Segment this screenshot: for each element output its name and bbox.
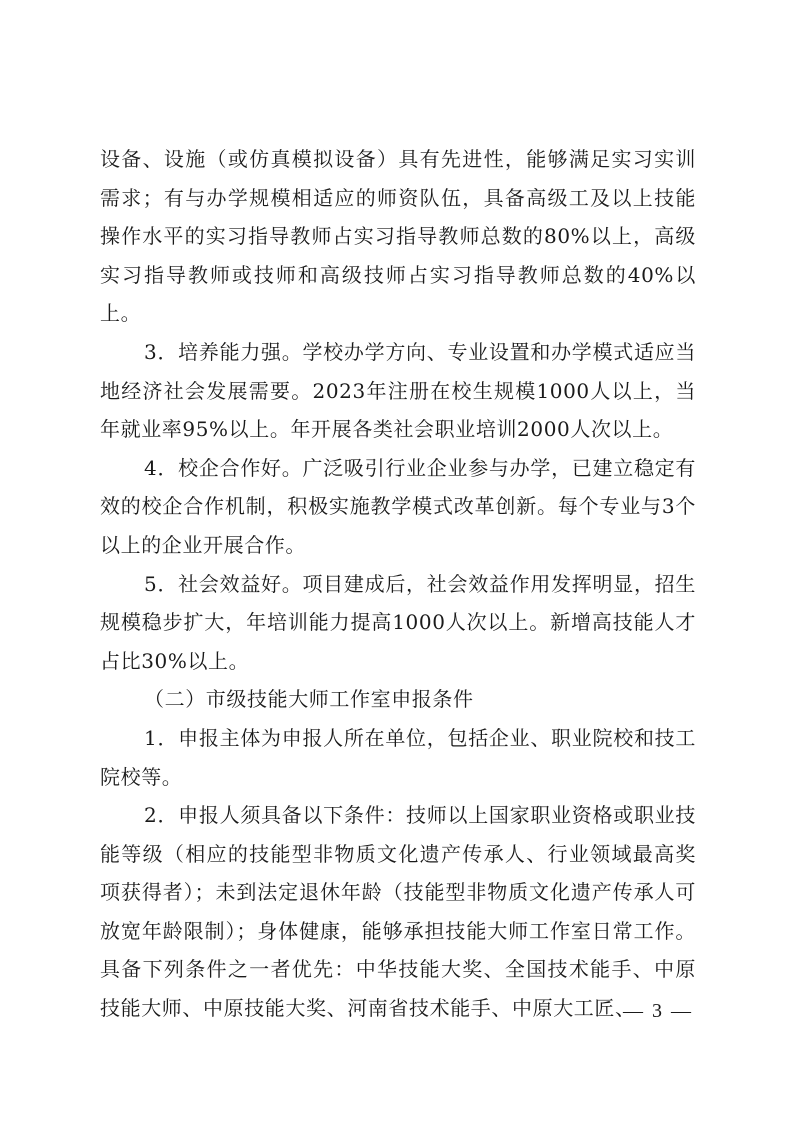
paragraph-item-1: 1．申报主体为申报人所在单位，包括企业、职业院校和技工院校等。 [100, 725, 696, 789]
paragraph-item-3: 3．培养能力强。学校办学方向、专业设置和办学模式适应当地经济社会发展需要。2023年注册在校生规模1000人以上，当年就业率95%以上。年开展各类社会职业培训2000人次以上。 [100, 339, 696, 442]
document-body [100, 140, 696, 1028]
paragraph-item-2: 2．申报人须具备以下条件：技师以上国家职业资格或职业技能等级（相应的技能型非物质文化遗产传承人、行业领域最高奖项获得者）；未到法定退休年龄（技能型非物质文化遗产传承人可放宽年龄限制）；身体健康，能够承担技能大师工作室日常工作。具备下列条件之一者优先：中华技能大奖、全国技术能手、中原技能大师、中原技能大奖、河南省技术能手、中原大工匠、 [100, 803, 696, 1021]
paragraph-item-4: 4．校企合作好。广泛吸引行业企业参与办学，已建立稳定有效的校企合作机制，积极实施教学模式改革创新。每个专业与3个以上的企业开展合作。 [100, 455, 696, 557]
paragraph-continuation: 设备、设施（或仿真模拟设备）具有先进性，能够满足实习实训需求；有与办学规模相适应的师资队伍，具备高级工及以上技能操作水平的实习指导教师占实习指导教师总数的80%以上，高级实习指导教师或技师和高级技师占实习指导教师总数的40%以上。 [100, 147, 696, 326]
section-heading: （二）市级技能大师工作室申报条件 [144, 687, 474, 712]
paragraph-item-5: 5．社会效益好。项目建成后，社会效益作用发挥明显，招生规模稳步扩大，年培训能力提高1000人次以上。新增高技能人才占比30%以上。 [100, 571, 696, 673]
page-number: — 3 — [623, 1000, 693, 1022]
